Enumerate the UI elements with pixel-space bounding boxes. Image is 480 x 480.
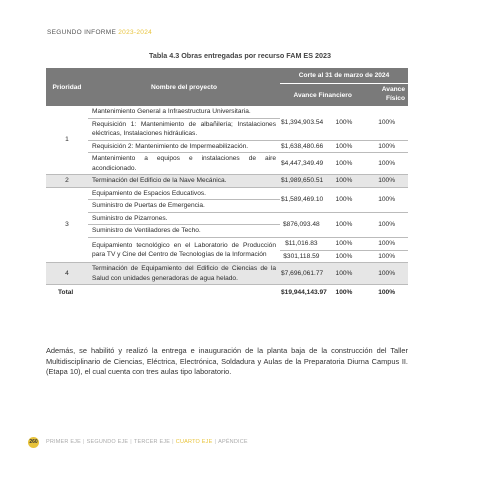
priority-cell: 3 [46, 187, 88, 262]
nav-item-primer-eje[interactable]: PRIMER EJE [46, 439, 82, 445]
col-priority-header: Prioridad [46, 68, 88, 106]
physical-pct-cell: 100% [365, 238, 408, 251]
amount-cell: $1,638,480.66 [280, 140, 323, 153]
table-row [46, 153, 408, 175]
amount-cell: $876,093.48 [280, 212, 323, 237]
table-title: Tabla 4.3 Obras entregadas por recurso FAM ES 2023 [148, 51, 332, 60]
physical-pct-cell: 100% [365, 263, 408, 285]
financial-pct-cell: 100% [323, 250, 366, 263]
amount-cell: $301,118.59 [280, 250, 323, 263]
financial-pct-cell: 100% [323, 187, 366, 212]
financial-pct-cell: 100% [323, 140, 366, 153]
financial-pct-cell: 100% [323, 175, 366, 188]
project-cell: Suministro de Ventiladores de Techo. [88, 225, 280, 238]
project-cell: Requisición 2: Mantenimiento de Impermeabilización. [88, 140, 280, 153]
table-row [46, 175, 408, 188]
project-cell: Requisición 1: Mantenimiento de albañilería; Instalaciones eléctricas, Instalaciones hidráulicas. [88, 118, 280, 140]
nav-item-tercer-eje[interactable]: TERCER EJE [133, 439, 171, 445]
physical-pct-cell: 100% [365, 175, 408, 188]
priority-cell: 1 [46, 106, 88, 175]
physical-pct-cell: 100% [365, 250, 408, 263]
col-physical-header: Avance Físico [365, 84, 408, 107]
project-cell: Mantenimiento a equipos e instalaciones de aire acondicionado. [88, 153, 280, 175]
physical-pct-cell: 100% [365, 187, 408, 212]
nav-item-apendice[interactable]: APÉNDICE [218, 439, 248, 445]
project-cell: Mantenimiento General a Infraestructura Universitaria. [88, 106, 280, 118]
total-amount: $19,944,143.97 [281, 289, 327, 297]
table-row [46, 212, 408, 225]
page-number: 260 [28, 437, 39, 448]
amount-cell: $1,989,650.51 [280, 175, 323, 188]
footer-nav: PRIMER EJE | SEGUNDO EJE | TERCER EJE | CUARTO EJE | APÉNDICE [46, 439, 248, 445]
physical-pct-cell: 100% [365, 140, 408, 153]
nav-item-cuarto-eje[interactable]: CUARTO EJE [175, 439, 213, 445]
amount-cell: $4,447,349.49 [280, 153, 323, 175]
physical-pct-cell: 100% [365, 212, 408, 237]
physical-pct-cell: 100% [365, 153, 408, 175]
financial-pct-cell: 100% [323, 238, 366, 251]
priority-cell: 4 [46, 263, 88, 285]
header-years: 2023-2024 [118, 29, 153, 36]
financial-pct-cell: 100% [323, 106, 366, 140]
physical-pct-cell: 100% [365, 106, 408, 140]
total-row [46, 285, 408, 301]
project-cell: Terminación del Edificio de la Nave Mecánica. [88, 175, 280, 188]
amount-cell: $7,696,061.77 [280, 263, 323, 285]
project-cell: Suministro de Pizarrones. [88, 212, 280, 225]
project-cell: Equipamiento tecnológico en el Laboratorio de Producción para TV y Cine del Centro de Tecnologías de la Información [88, 238, 280, 263]
nav-item-segundo-eje[interactable]: SEGUNDO EJE [86, 439, 129, 445]
amount-cell: $11,016.83 [280, 238, 323, 251]
col-financial-header: Avance Financiero [280, 84, 365, 107]
header-section: SEGUNDO INFORME [47, 29, 117, 36]
financial-pct-cell: 100% [323, 263, 366, 285]
running-header [47, 29, 152, 36]
table-row [46, 140, 408, 153]
priority-cell: 2 [46, 175, 88, 188]
project-cell: Suministro de Puertas de Emergencia. [88, 200, 280, 213]
table-row [46, 263, 408, 285]
works-table [46, 68, 408, 301]
total-physical-pct: 100% [378, 289, 396, 297]
amount-cell: $1,589,469.10 [280, 187, 323, 212]
table-row [46, 106, 408, 118]
table-row [46, 187, 408, 200]
financial-pct-cell: 100% [323, 153, 366, 175]
total-financial-pct: 100% [335, 289, 353, 297]
col-project-header: Nombre del proyecto [88, 68, 280, 106]
col-group-header: Corte al 31 de marzo de 2024 [280, 68, 408, 84]
financial-pct-cell: 100% [323, 212, 366, 237]
total-label: Total [58, 289, 74, 297]
body-paragraph: Además, se habilitó y realizó la entrega e inauguración de la planta baja de la construcción del Taller Multidisciplinario de Ciencias, Eléctrica, Electrónica, Soldadura y Aulas de la Preparatoria Diurna Campus II. (Etapa 10), el cual cuenta con tres aulas tipo laboratorio. [46, 346, 408, 377]
amount-cell: $1,394,903.54 [280, 106, 323, 140]
table-row [46, 238, 408, 251]
project-cell: Equipamiento de Espacios Educativos. [88, 187, 280, 200]
project-cell: Terminación de Equipamiento del Edificio de Ciencias de la Salud con unidades generadoras de agua helado. [88, 263, 280, 285]
